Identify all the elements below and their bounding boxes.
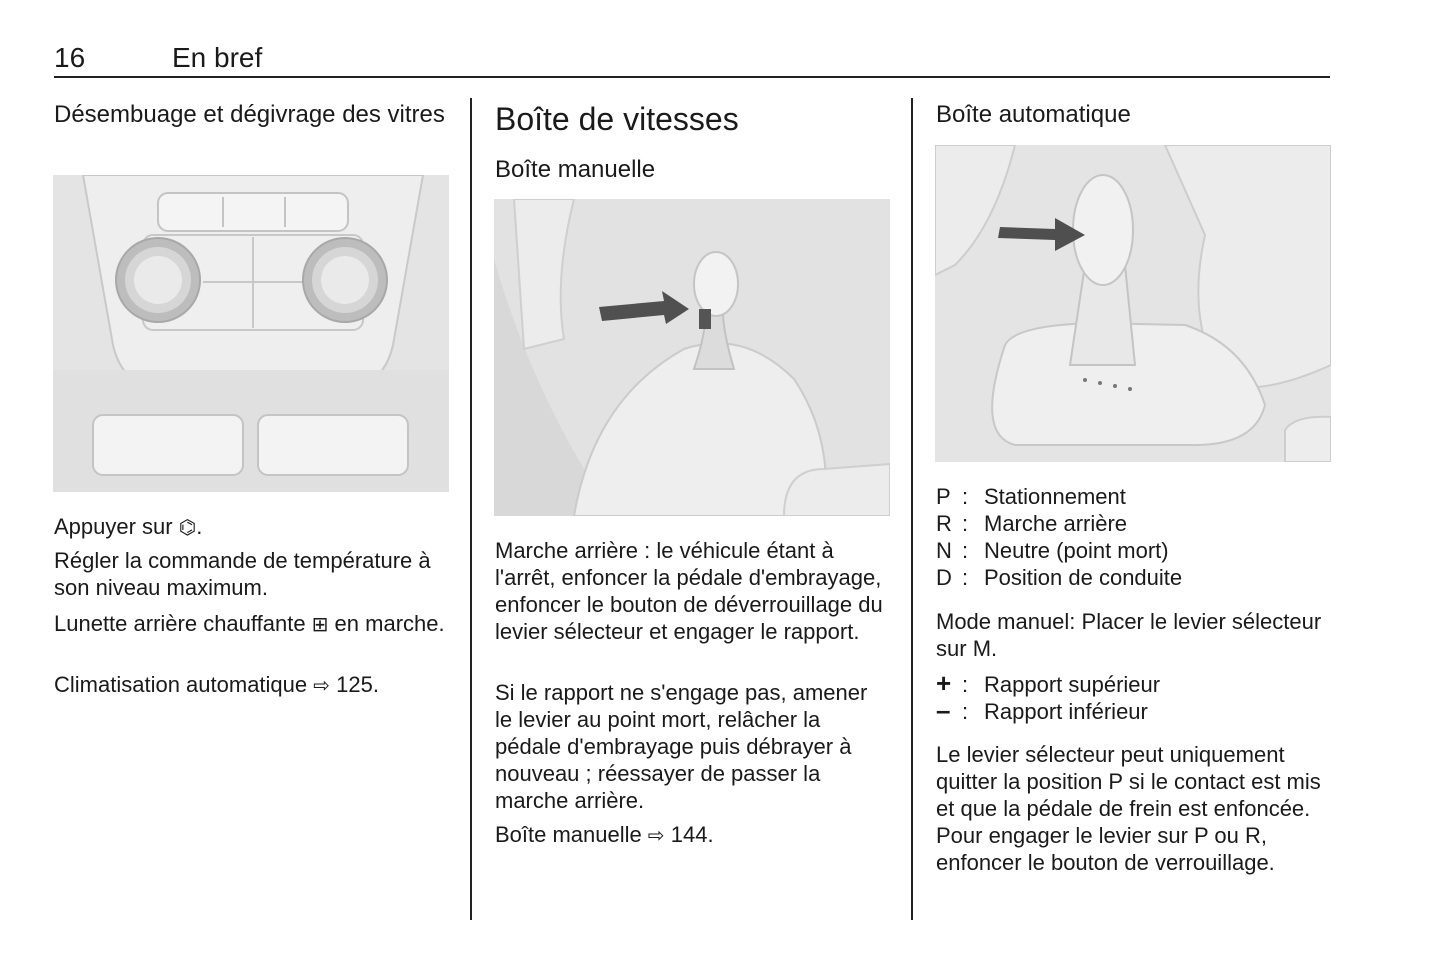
- legend-row-r: [936, 510, 1127, 537]
- legend-text: Rapport supérieur: [984, 672, 1161, 697]
- climate-panel-figure: [53, 175, 449, 492]
- page-reference-icon: ⇨: [647, 823, 665, 847]
- manual-ref-pre: Boîte manuelle: [495, 822, 648, 847]
- minus-icon: –: [936, 695, 951, 725]
- legend-text: Neutre (point mort): [984, 538, 1169, 563]
- column-divider-1: [470, 98, 472, 920]
- manual-mode-text: [936, 608, 1331, 662]
- windscreen-defrost-icon: ⌬: [178, 515, 197, 539]
- section-title: En bref: [172, 42, 263, 73]
- page-number: 16: [54, 42, 86, 73]
- legend-text: Rapport inférieur: [984, 699, 1148, 724]
- gearbox-title: Boîte de vitesses: [495, 101, 739, 137]
- legend-sep: :: [962, 699, 969, 724]
- manual-mode-post: .: [991, 636, 998, 661]
- manual-mode-pre: Mode manuel: Placer le levier sélecteur sur: [936, 609, 1322, 661]
- automatic-selector-illustration-icon: [935, 145, 1331, 462]
- automatic-gearbox-heading: Boîte automatique: [936, 101, 1131, 128]
- legend-key: R: [936, 511, 952, 536]
- plus-icon: +: [936, 668, 952, 698]
- temperature-text: Régler la commande de température à son niveau maximum.: [54, 548, 431, 600]
- automatic-gear-figure: [935, 145, 1331, 462]
- legend-text: Stationnement: [984, 484, 1126, 509]
- auto-climate-ref[interactable]: 125.: [336, 672, 379, 697]
- legend-sep: :: [962, 672, 969, 697]
- legend-text: Position de conduite: [984, 565, 1183, 590]
- legend-key: D: [936, 565, 952, 590]
- climate-panel-illustration-icon: [53, 175, 449, 492]
- legend-row-minus: [936, 697, 1148, 725]
- reverse-gear-text: Marche arrière : le véhicule étant à l'arrêt, enfoncer la pédale d'embrayage, enfoncer le bouton de déverrouillage du levier sélecteur et engager le rapport.: [495, 538, 883, 644]
- legend-text: Marche arrière: [984, 511, 1128, 536]
- manual-gearbox-ref-text: [495, 821, 890, 849]
- legend-sep: :: [962, 538, 969, 563]
- legend-sep: :: [962, 565, 969, 590]
- legend-row-d: [936, 564, 1182, 591]
- legend-sep: :: [962, 511, 969, 536]
- press-text-pre: Appuyer sur: [54, 514, 179, 539]
- legend-row-plus: [936, 670, 1160, 698]
- selector-lock-text: Le levier sélecteur peut uniquement quitter la position P si le contact est mis et que la pédale de frein est enfoncée. Pour engager le levier sur P ou R, enfoncer le bouton de verrouillage.: [936, 742, 1321, 875]
- column-divider-2: [911, 98, 913, 920]
- manual-gearbox-heading: Boîte manuelle: [495, 156, 656, 183]
- legend-key: N: [936, 538, 952, 563]
- rear-window-pre: Lunette arrière chauffante: [54, 611, 312, 636]
- press-button-text: [54, 513, 454, 541]
- rear-window-heating-icon: ⊞: [311, 612, 329, 636]
- header-rule: [54, 76, 1330, 78]
- auto-climate-pre: Climatisation automatique: [54, 672, 314, 697]
- legend-key: P: [936, 484, 951, 509]
- legend-sep: :: [962, 484, 969, 509]
- gear-not-engaging-text: Si le rapport ne s'engage pas, amener le levier au point mort, relâcher la pédale d'embrayage puis débrayer à nouveau ; réessayer de passer la marche arrière.: [495, 680, 868, 813]
- press-text-post: .: [196, 514, 203, 539]
- legend-row-p: [936, 483, 1126, 510]
- defrost-heading: Désembuage et dégivrage des vitres: [54, 101, 445, 128]
- legend-row-n: [936, 537, 1169, 564]
- manual-gear-lever-illustration-icon: [494, 199, 890, 516]
- rear-window-post: en marche.: [328, 611, 445, 636]
- manual-mode-key: M: [972, 636, 992, 661]
- manual-ref-page[interactable]: 144.: [670, 822, 714, 847]
- auto-climate-text: [54, 671, 454, 699]
- manual-gear-figure: [494, 199, 890, 516]
- rear-window-text: [54, 610, 454, 638]
- page-reference-icon: ⇨: [313, 673, 331, 697]
